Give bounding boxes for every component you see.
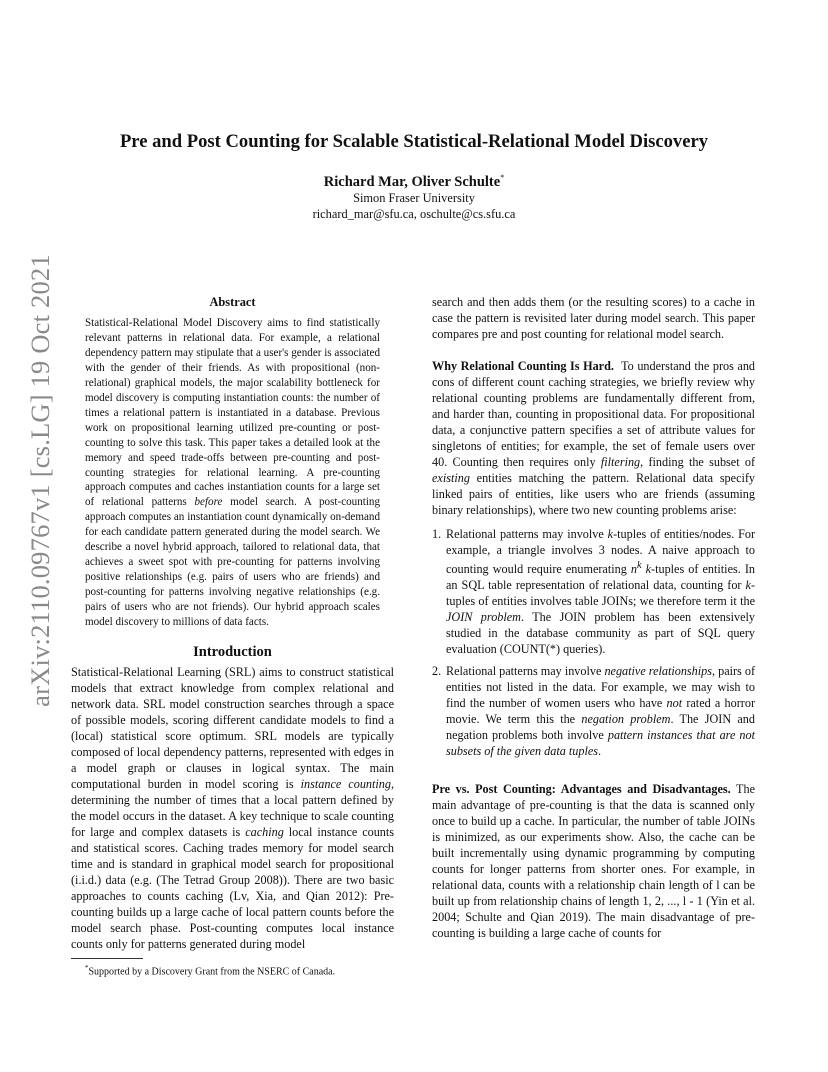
introduction-paragraph [71,664,394,952]
item2-text-1: Relational patterns may involve [446,664,602,679]
author-footnote-mark: * [500,173,505,182]
affiliation: Simon Fraser University [353,191,475,205]
left-column [71,294,394,978]
introduction-heading: Introduction [193,644,272,661]
author-line [60,168,768,192]
author-names: Richard Mar, Oliver Schulte [323,173,501,190]
author-emails: richard_mar@sfu.ca, oschulte@cs.sfu.ca [312,207,516,221]
list-spacer [432,518,755,526]
abstract-text-part-1: Statistical-Relational Model Discovery aims to find statistically relevant patterns in relational data. For example, a relational dependency pattern may stipulate that a user's gender is associated with the gender of their friends. As with propositional (non-relational) graphical models, the major scalability bottleneck for model discovery is computing instantiation counts: the number of times a relational pattern is instantiated in a database. Previous work on propositional learning utilized pre-counting or post-counting to solve this task. This paper takes a detailed look at the memory and speed trade-offs between pre-counting and post-counting strategies for relational learning. A pre-counting approach computes and caches instantiation counts for a large set of relational patterns [85,317,380,509]
item1-math-k: k [607,527,614,541]
footnote-text: Supported by a Discovery Grant from the NSERC of Canada. [88,966,336,978]
abstract-text [85,316,380,630]
paragraph-spacer [432,765,755,781]
why-text-2: , finding the subset of [640,455,756,469]
item1-math-k3: k [745,578,751,593]
abstract-text-part-2: model search. A post-counting approach computes an instantiation count dynamically on-demand for each candidate pattern generated during the model search. We describe a novel hybrid approach, tailored to relational data, that achieves a sweet spot with pre-counting for patterns involving positive relationships (e.g. pairs of users who are friends) and post-counting for patterns involving negative relationships (e.g. pairs of users who are not friends). Our hybrid approach scales model discovery to millions of data facts. [85,496,381,629]
why-relational-heading: Why Relational Counting Is Hard. [432,359,614,373]
item1-math-n: n [630,562,637,577]
intro-continued-paragraph: search and then adds them (or the resulting scores) to a cache in case the pattern is revisited later during model search. This paper compares pre and post counting for relational model search. [432,295,755,341]
item2-emphasis-negation-problem: negation problem [581,712,671,727]
footnote [71,962,394,978]
pre-vs-post-heading: Pre vs. Post Counting: Advantages and Disadvantages. [432,782,731,797]
list-item [432,526,755,657]
footnote-mark: * [85,964,89,973]
intro-text-3: local instance counts and statistical scores. Caching trades memory for model search time and is standard in graphical model search for propositional (i.i.d.) data (e.g. (The Tetrad Group 2008)). There are two basic approaches to counts caching (Lv, Xia, and Qian 2012): Pre-counting builds up a large cache of local pattern counts before the model search phase. Post-counting computes local instance counts only for patterns generated during model [71,825,395,952]
list-item-number: 1. [432,527,442,541]
paper-title: Pre and Post Counting for Scalable Statistical-Relational Model Discovery [119,131,709,152]
paragraph-spacer [432,342,755,358]
why-text-1: To understand the pros and cons of different count caching strategies, we briefly review why relational counting problems are fundamentally different from, and harder than, counting in propositional data. For propositional data, a conjunctive pattern specifies a set of attribute values for singletons of entities; for example, the set of female users over 40. Counting then requires only [432,359,756,469]
why-text-3: entities matching the pattern. Relational data specify linked pairs of entities, like users who are friends (assuming binary relationships), where two new counting problems arise: [432,471,756,517]
abstract-emphasis-before: before [194,496,223,509]
why-emphasis-filtering: filtering [600,455,641,469]
item2-text-4: . The JOIN and negation problems both involve [446,712,755,743]
arxiv-identifier-text: arXiv:2110.09767v1 [cs.LG] 19 Oct 2021 [24,253,55,707]
item1-text-5: . The JOIN problem has been extensively studied in the database community as part of SQL query evaluation (COUNT(*) queries). [446,610,755,657]
item2-emphasis-not: not [666,696,683,711]
item1-text-2: -tuples of entities/nodes. For example, a triangle involves 3 nodes. A naive approach to counting would require enumerating [446,527,755,577]
item1-text-3: -tuples of entities. In an SQL table representation of relational data, counting for [446,562,756,593]
item2-emphasis-negative-relationships: negative relationships [604,664,712,679]
list-item-number: 2. [432,664,442,679]
item2-text-3: rated a horror movie. We term this the [446,696,755,727]
item1-emphasis-join-problem: JOIN problem [446,610,521,625]
footnote-rule [71,958,143,959]
intro-emphasis-caching: caching [245,825,284,840]
list-item [432,663,755,759]
item2-text-5: . [598,744,602,759]
why-relational-paragraph [432,358,755,518]
right-column [432,294,755,941]
item2-emphasis-pattern-instances: pattern instances that are not subsets of the given data tuples [446,728,756,759]
pre-vs-post-text: The main advantage of pre-counting is that the data is scanned only once to build up a cache. In particular, the number of table JOINs is minimized, as our experiments show. Also, the cache can be built incrementally using dynamic programming by computing counts for longer patterns from shorter ones. For example, in relational data, counts with a relationship chain length of l can be built up from relationship chains of length 1, 2, ..., l - 1 (Yin et al. 2004; Schulte and Qian 2019). The main disadvantage of pre-counting is building a large cache of counts for [432,782,755,941]
intro-emphasis-instance-counting: instance counting [300,777,391,792]
counting-problems-list [432,526,755,759]
item1-text-4: -tuples of entities involves table JOINs; we therefore term it the [446,578,756,609]
intro-text-2: , determining the number of times that a local pattern defined by the model occurs in the dataset. A key technique to scale counting for large and complex datasets is [71,777,395,840]
why-emphasis-existing: existing [432,471,470,485]
item2-text-2: , pairs of entities not listed in the data. For example, we may wish to find the number of women users who have [446,664,756,711]
intro-text-1: Statistical-Relational Learning (SRL) aims to construct statistical models that extract knowledge from complex relational and network data. SRL model construction searches through a space of possible models, scoring different candidate models to find a (local) statistical score optimum. SRL models are typically composed of local dependency patterns, represented with edges in a model graph or clauses in logical syntax. The main computational burden in model scoring is [71,665,394,792]
item1-math-k2: k [645,562,652,577]
item1-math-exponent-k: k [637,560,642,571]
abstract-heading: Abstract [209,295,256,309]
pre-vs-post-paragraph [432,781,755,941]
arxiv-identifier [18,253,62,707]
item1-text-1: Relational patterns may involve [446,527,604,541]
